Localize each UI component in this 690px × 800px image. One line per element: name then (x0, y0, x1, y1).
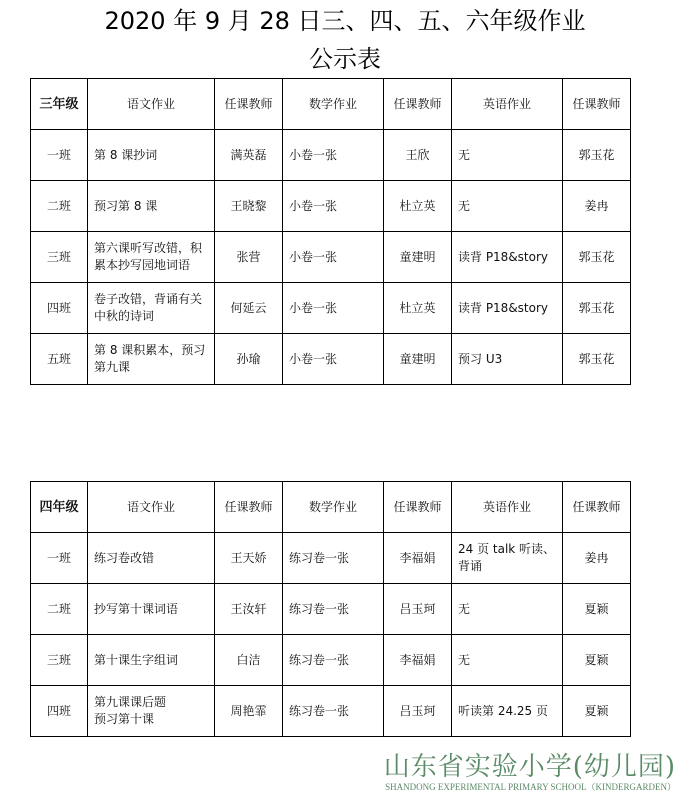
header-teacher: 任课教师 (384, 79, 452, 130)
school-name-watermark: 山东省实验小学(幼儿园) (383, 752, 676, 782)
class-name: 三班 (31, 232, 88, 283)
math-homework: 小卷一张 (283, 232, 384, 283)
table-row (31, 635, 631, 686)
math-homework: 练习卷一张 (283, 635, 384, 686)
math-homework: 练习卷一张 (283, 686, 384, 737)
math-teacher: 王欣 (384, 130, 452, 181)
chinese-teacher: 周艳霏 (215, 686, 283, 737)
class-name: 三班 (31, 635, 88, 686)
chinese-teacher: 白洁 (215, 635, 283, 686)
chinese-teacher: 满英磊 (215, 130, 283, 181)
math-homework: 小卷一张 (283, 130, 384, 181)
english-homework: 读背 P18&story (452, 232, 563, 283)
table-header-row (31, 79, 631, 130)
header-chinese: 语文作业 (88, 79, 215, 130)
page-subtitle: 公示表 (309, 45, 381, 73)
chinese-homework: 抄写第十课词语 (88, 584, 215, 635)
chinese-homework: 第六课听写改错，积累本抄写园地词语 (88, 232, 215, 283)
table-row (31, 130, 631, 181)
chinese-homework: 第十课生字组词 (88, 635, 215, 686)
class-name: 一班 (31, 533, 88, 584)
class-name: 五班 (31, 334, 88, 385)
chinese-teacher: 何延云 (215, 283, 283, 334)
chinese-homework: 练习卷改错 (88, 533, 215, 584)
table-row (31, 334, 631, 385)
english-teacher: 夏颖 (563, 686, 631, 737)
math-teacher: 吕玉珂 (384, 686, 452, 737)
header-chinese: 语文作业 (88, 482, 215, 533)
chinese-homework: 预习第 8 课 (88, 181, 215, 232)
math-homework: 练习卷一张 (283, 533, 384, 584)
chinese-homework: 第 8 课积累本，预习第九课 (88, 334, 215, 385)
chinese-teacher: 孙瑜 (215, 334, 283, 385)
table-row (31, 232, 631, 283)
chinese-homework: 卷子改错，背诵有关中秋的诗词 (88, 283, 215, 334)
chinese-teacher: 王汝轩 (215, 584, 283, 635)
english-teacher: 夏颖 (563, 584, 631, 635)
school-name-english: SHANDONG EXPERIMENTAL PRIMARY SCHOOL（KINDERGARDEN） (385, 782, 676, 792)
header-teacher: 任课教师 (384, 482, 452, 533)
grade3-table (30, 78, 631, 385)
math-teacher: 童建明 (384, 334, 452, 385)
chinese-homework: 第九课课后题 预习第十课 (88, 686, 215, 737)
english-homework: 24 页 talk 听读、背诵 (452, 533, 563, 584)
english-teacher: 郭玉花 (563, 334, 631, 385)
class-name: 四班 (31, 686, 88, 737)
header-teacher: 任课教师 (563, 482, 631, 533)
header-teacher: 任课教师 (215, 482, 283, 533)
header-math: 数学作业 (283, 482, 384, 533)
english-homework: 预习 U3 (452, 334, 563, 385)
math-teacher: 吕玉珂 (384, 584, 452, 635)
page-title: 2020 年 9 月 28 日三、四、五、六年级作业 (104, 7, 586, 35)
grade-label: 四年级 (31, 482, 88, 533)
math-teacher: 李福娟 (384, 635, 452, 686)
chinese-teacher: 王天娇 (215, 533, 283, 584)
math-teacher: 杜立英 (384, 181, 452, 232)
class-name: 二班 (31, 584, 88, 635)
table-row (31, 533, 631, 584)
chinese-teacher: 王晓黎 (215, 181, 283, 232)
table-row (31, 584, 631, 635)
header-english: 英语作业 (452, 482, 563, 533)
english-homework: 听读第 24.25 页 (452, 686, 563, 737)
header-english: 英语作业 (452, 79, 563, 130)
table-header-row (31, 482, 631, 533)
header-math: 数学作业 (283, 79, 384, 130)
english-teacher: 姜冉 (563, 181, 631, 232)
math-teacher: 童建明 (384, 232, 452, 283)
math-teacher: 杜立英 (384, 283, 452, 334)
header-teacher: 任课教师 (563, 79, 631, 130)
math-homework: 练习卷一张 (283, 584, 384, 635)
english-homework: 无 (452, 635, 563, 686)
table-row (31, 686, 631, 737)
english-teacher: 姜冉 (563, 533, 631, 584)
english-homework: 无 (452, 130, 563, 181)
header-teacher: 任课教师 (215, 79, 283, 130)
english-teacher: 郭玉花 (563, 283, 631, 334)
english-teacher: 夏颖 (563, 635, 631, 686)
english-homework: 无 (452, 584, 563, 635)
math-teacher: 李福娟 (384, 533, 452, 584)
grade-label: 三年级 (31, 79, 88, 130)
class-name: 一班 (31, 130, 88, 181)
math-homework: 小卷一张 (283, 334, 384, 385)
math-homework: 小卷一张 (283, 181, 384, 232)
english-teacher: 郭玉花 (563, 130, 631, 181)
english-homework: 读背 P18&story (452, 283, 563, 334)
english-homework: 无 (452, 181, 563, 232)
table-row (31, 181, 631, 232)
class-name: 二班 (31, 181, 88, 232)
class-name: 四班 (31, 283, 88, 334)
english-teacher: 郭玉花 (563, 232, 631, 283)
chinese-teacher: 张营 (215, 232, 283, 283)
table-row (31, 283, 631, 334)
chinese-homework: 第 8 课抄词 (88, 130, 215, 181)
math-homework: 小卷一张 (283, 283, 384, 334)
grade4-table (30, 481, 631, 737)
